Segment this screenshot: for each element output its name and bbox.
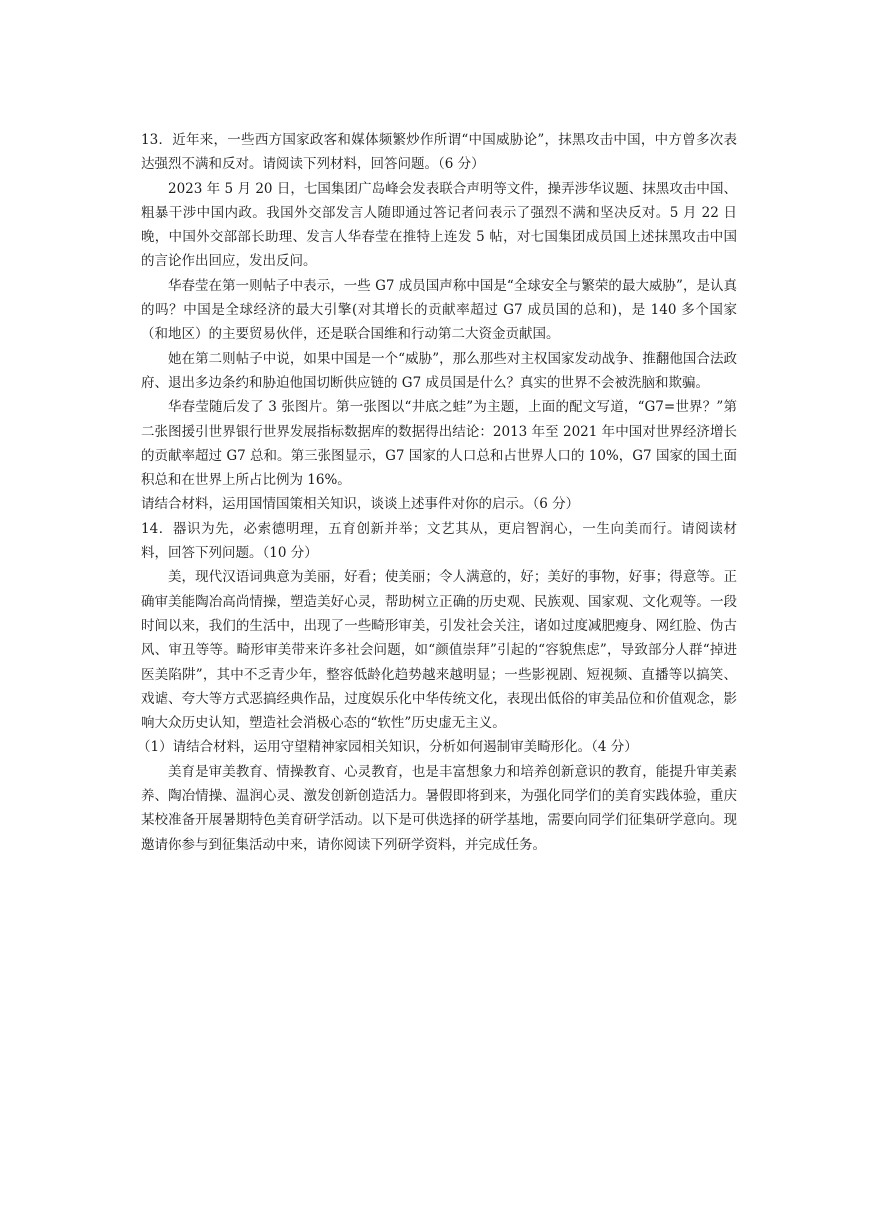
material-paragraph-g7-summit: 2023 年 5 月 20 日，七国集团广岛峰会发表联合声明等文件，操弄涉华议题、抹黑攻击中国、粗暴干涉中国内政。我国外交部发言人随即通过答记者问表示了强烈不满和坚决反对。5 月 22 日晚，中国外交部部长助理、发言人华春莹在推特上连发 5 帖，对七国集团成员国上述抹黑攻击中国的言论作出回应，发出反问。 <box>141 180 737 270</box>
material-paragraph-second-post: 她在第二则帖子中说，如果中国是一个“威胁”，那么那些对主权国家发动战争、推翻他国合法政府、退出多边条约和胁迫他国切断供应链的 G7 成员国是什么？真实的世界不会被洗脑和欺骗。 <box>141 350 737 391</box>
material-paragraph-first-post: 华春莹在第一则帖子中表示，一些 G7 成员国声称中国是“全球安全与繁荣的最大威胁”，是认真的吗？中国是全球经济的最大引擎(对其增长的贡献率超过 G7 成员国的总和)，是 140 多个国家（和地区）的主要贸易伙伴，还是联合国维和行动第二大资金贡献国。 <box>141 277 737 343</box>
question-14-subquestion-1: （1）请结合材料，运用守望精神家园相关知识，分析如何遏制审美畸形化。（4 分） <box>137 739 638 756</box>
material-paragraph-aesthetic-education: 美育是审美教育、情操教育、心灵教育，也是丰富想象力和培养创新意识的教育，能提升审美素养、陶冶情操、温润心灵、激发创新创造活力。暑假即将到来，为强化同学们的美育实践体验，重庆某校准备开展暑期特色美育研学活动。以下是可供选择的研学基地，需要向同学们征集研学意向。现邀请你参与到征集活动中来，请你阅读下列研学资料，并完成任务。 <box>141 763 737 853</box>
material-paragraph-three-images: 华春莹随后发了 3 张图片。第一张图以“井底之蛙”为主题，上面的配文写道，“G7=世界？”第二张图援引世界银行世界发展指标数据库的数据得出结论：2013 年至 2021 年中国对世界经济增长的贡献率超过 G7 总和。第三张图显示，G7 国家的人口总和占世界人口的 10%，G7 国家的国土面积总和在世界上所占比例为 16%。 <box>141 399 737 489</box>
question-13-prompt: 13．近年来，一些西方国家政客和媒体频繁炒作所谓“中国威胁论”，抹黑攻击中国，中方曾多次表达强烈不满和反对。请阅读下列材料，回答问题。（6 分） <box>141 132 737 173</box>
document-body <box>137 128 737 857</box>
question-14-prompt: 14．器识为先，必索德明理，五育创新并举；文艺其从，更启智润心，一生向美而行。请阅读材料，回答下列问题。（10 分） <box>141 520 737 562</box>
material-paragraph-aesthetics: 美，现代汉语词典意为美丽，好看；使美丽；令人满意的，好；美好的事物，好事；得意等。正确审美能陶冶高尚情操，塑造美好心灵，帮助树立正确的历史观、民族观、国家观、文化观等。一段时间以来，我们的生活中，出现了一些畸形审美，引发社会关注，诸如过度减肥瘦身、网红脸、伪古风、审丑等等。畸形审美带来许多社会问题，如“颜值崇拜”引起的“容貌焦虑”，导致部分人群“掉进医美陷阱”，其中不乏青少年，整容低龄化趋势越来越明显；一些影视剧、短视频、直播等以搞笑、戏谑、夸大等方式恶搞经典作品，过度娱乐化中华传统文化，表现出低俗的审美品位和价值观念，影响大众历史认知，塑造社会消极心态的“软性”历史虚无主义。 <box>141 569 737 732</box>
question-13-task: 请结合材料，运用国情国策相关知识，谈谈上述事件对你的启示。（6 分） <box>141 496 580 513</box>
